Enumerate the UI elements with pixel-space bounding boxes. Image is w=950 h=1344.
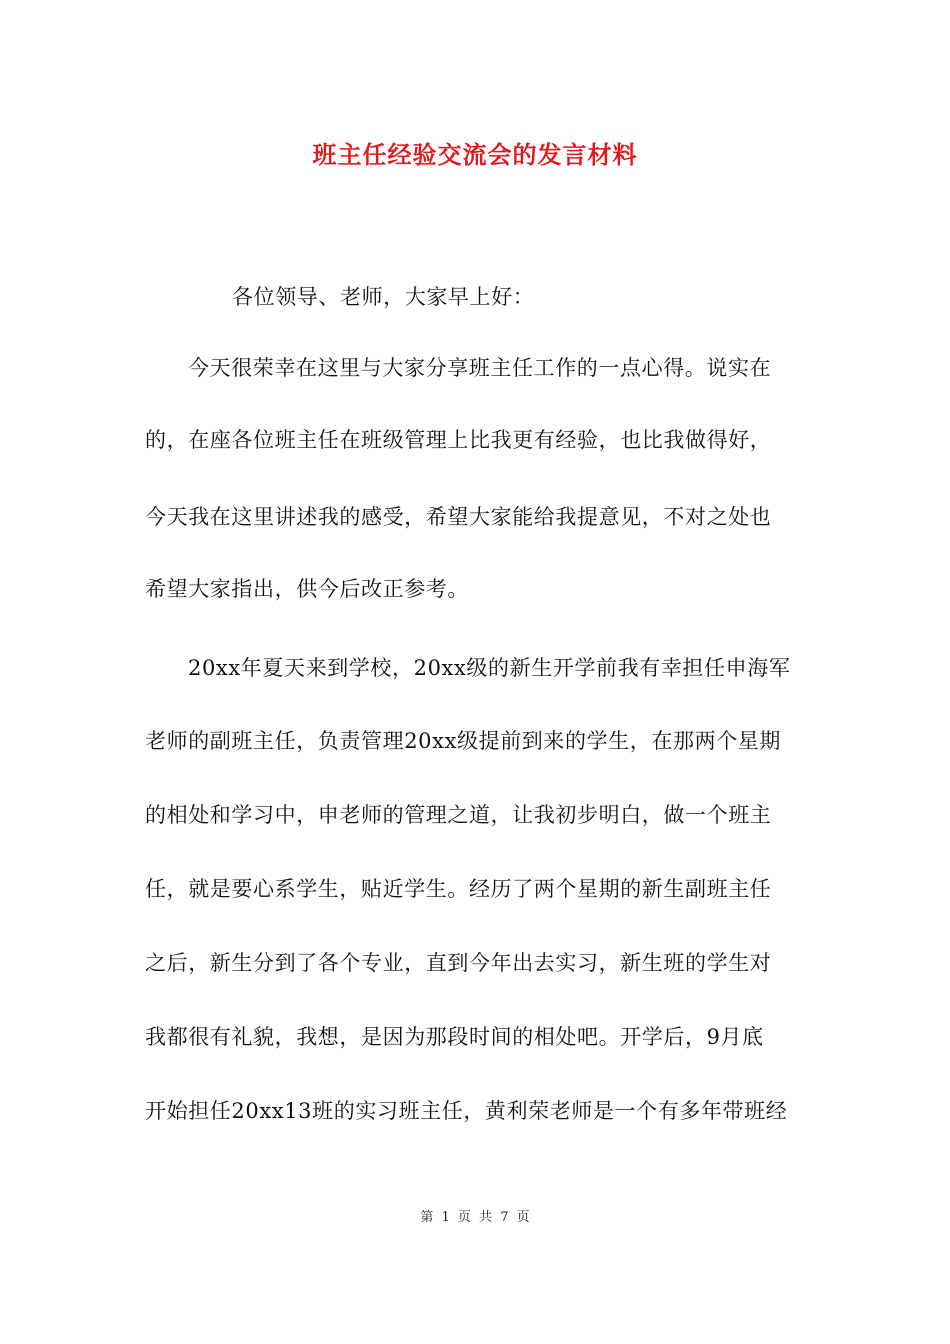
paragraph-line: 20xx年夏天来到学校，20xx级的新生开学前我有幸担任申海军	[188, 656, 791, 680]
paragraph-line: 任，就是要心系学生，贴近学生。经历了两个星期的新生副班主任	[145, 877, 772, 901]
document-title: 班主任经验交流会的发言材料	[312, 140, 638, 169]
paragraph-line: 之后，新生分到了各个专业，直到今年出去实习，新生班的学生对	[145, 951, 772, 975]
paragraph-line: 我都很有礼貌，我想，是因为那段时间的相处吧。开学后，9月底	[145, 1025, 764, 1049]
paragraph-line: 老师的副班主任，负责管理20xx级提前到来的学生，在那两个星期	[145, 729, 782, 753]
paragraph-line: 今天我在这里讲述我的感受，希望大家能给我提意见，不对之处也	[145, 505, 772, 529]
paragraph-line: 开始担任20xx13班的实习班主任，黄利荣老师是一个有多年带班经	[145, 1099, 788, 1123]
paragraph-line: 今天很荣幸在这里与大家分享班主任工作的一点心得。说实在	[188, 356, 772, 380]
page-number-footer: 第 1 页 共 7 页	[420, 1210, 530, 1225]
paragraph-line: 希望大家指出，供今后改正参考。	[145, 577, 469, 601]
paragraph-line: 的，在座各位班主任在班级管理上比我更有经验，也比我做得好，	[145, 428, 772, 452]
greeting-line: 各位领导、老师，大家早上好：	[232, 285, 535, 309]
paragraph-line: 的相处和学习中，申老师的管理之道，让我初步明白，做一个班主	[145, 803, 772, 827]
